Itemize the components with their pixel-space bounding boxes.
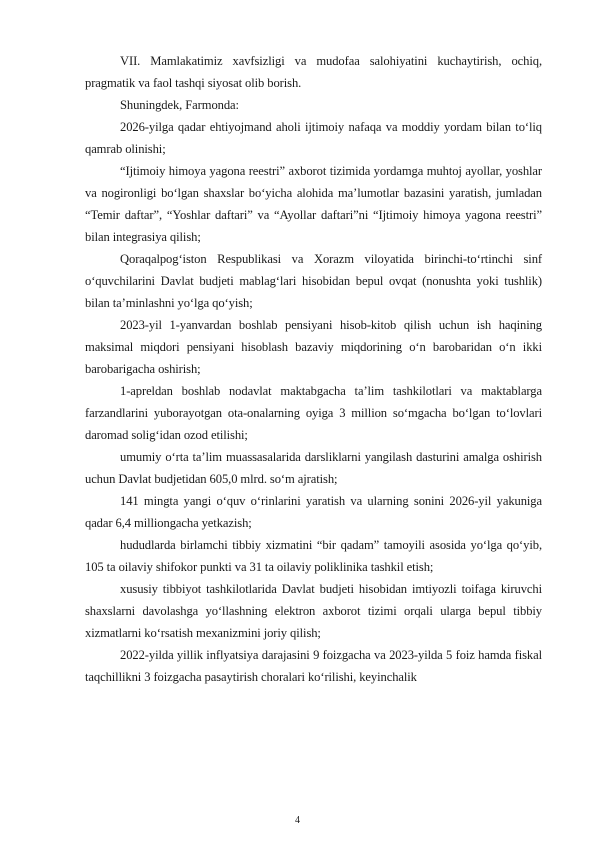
paragraph-4: “Ijtimoiy himoya yagona reestri” axborot tizimida yordamga muhtoj ayollar, yoshlar va nogironligi bo‘lgan shaxslar bo‘yicha alohida ma’lumotlar bazasini yaratish, jumladan “Temir daftar”, “Yoshlar daftari” va “Ayollar daftari”ni “Ijtimoiy himoya yagona reestri” bilan integrasiya qilish; bbox=[85, 164, 542, 244]
paragraph-10: hududlarda birlamchi tibbiy xizmatini “bir qadam” tamoyili asosida yo‘lga qo‘yib, 105 ta oilaviy shifokor punkti va 31 ta oilaviy poliklinika tashkil etish; bbox=[85, 538, 542, 574]
paragraph-2: Shuningdek, Farmonda: bbox=[120, 98, 239, 112]
paragraph-6: 2023-yil 1-yanvardan boshlab pensiyani hisob-kitob qilish uchun ish haqining maksimal miqdori pensiyani hisoblash bazaviy miqdorining o‘n barobaridan o‘n ikki barobarigacha oshirish; bbox=[85, 318, 542, 376]
paragraph-7: 1-apreldan boshlab nodavlat maktabgacha ta’lim tashkilotlari va maktablarga farzandlarini yuborayotgan ota-onalarning oyiga 3 million so‘mgacha bo‘lgan to‘lovlari daromad solig‘idan ozod etilishi; bbox=[85, 384, 542, 442]
paragraph-11: xususiy tibbiyot tashkilotlarida Davlat budjeti hisobidan imtiyozli toifaga kiruvchi shaxslarni davolashga yo‘llashning elektron axborot tizimi orqali ularga bepul tibbiy xizmatlarni ko‘rsatish mexanizmini joriy qilish; bbox=[85, 582, 542, 640]
page-number: 4 bbox=[295, 815, 300, 826]
document-page bbox=[85, 50, 542, 688]
paragraph-8: umumiy o‘rta ta’lim muassasalarida darsliklarni yangilash dasturini amalga oshirish uchun Davlat budjetidan 605,0 mlrd. so‘m ajratish; bbox=[85, 450, 542, 486]
paragraph-9: 141 mingta yangi o‘quv o‘rinlarini yaratish va ularning sonini 2026-yil yakuniga qadar 6,4 milliongacha yetkazish; bbox=[85, 494, 542, 530]
paragraph-3: 2026-yilga qadar ehtiyojmand aholi ijtimoiy nafaqa va moddiy yordam bilan to‘liq qamrab olinishi; bbox=[85, 120, 542, 156]
paragraph-12: 2022-yilda yillik inflyatsiya darajasini 9 foizgacha va 2023-yilda 5 foiz hamda fiskal taqchillikni 3 foizgacha pasaytirish choralari ko‘rilishi, keyinchalik bbox=[85, 648, 542, 684]
paragraph-5: Qoraqalpog‘iston Respublikasi va Xorazm viloyatida birinchi-to‘rtinchi sinf o‘quvchilarini Davlat budjeti mablag‘lari hisobidan bepul ovqat (nonushta yoki tushlik) bilan ta’minlashni yo‘lga qo‘yish; bbox=[85, 252, 542, 310]
paragraph-1: VII. Mamlakatimiz xavfsizligi va mudofaa salohiyatini kuchaytirish, ochiq, pragmatik va faol tashqi siyosat olib borish. bbox=[85, 54, 542, 90]
